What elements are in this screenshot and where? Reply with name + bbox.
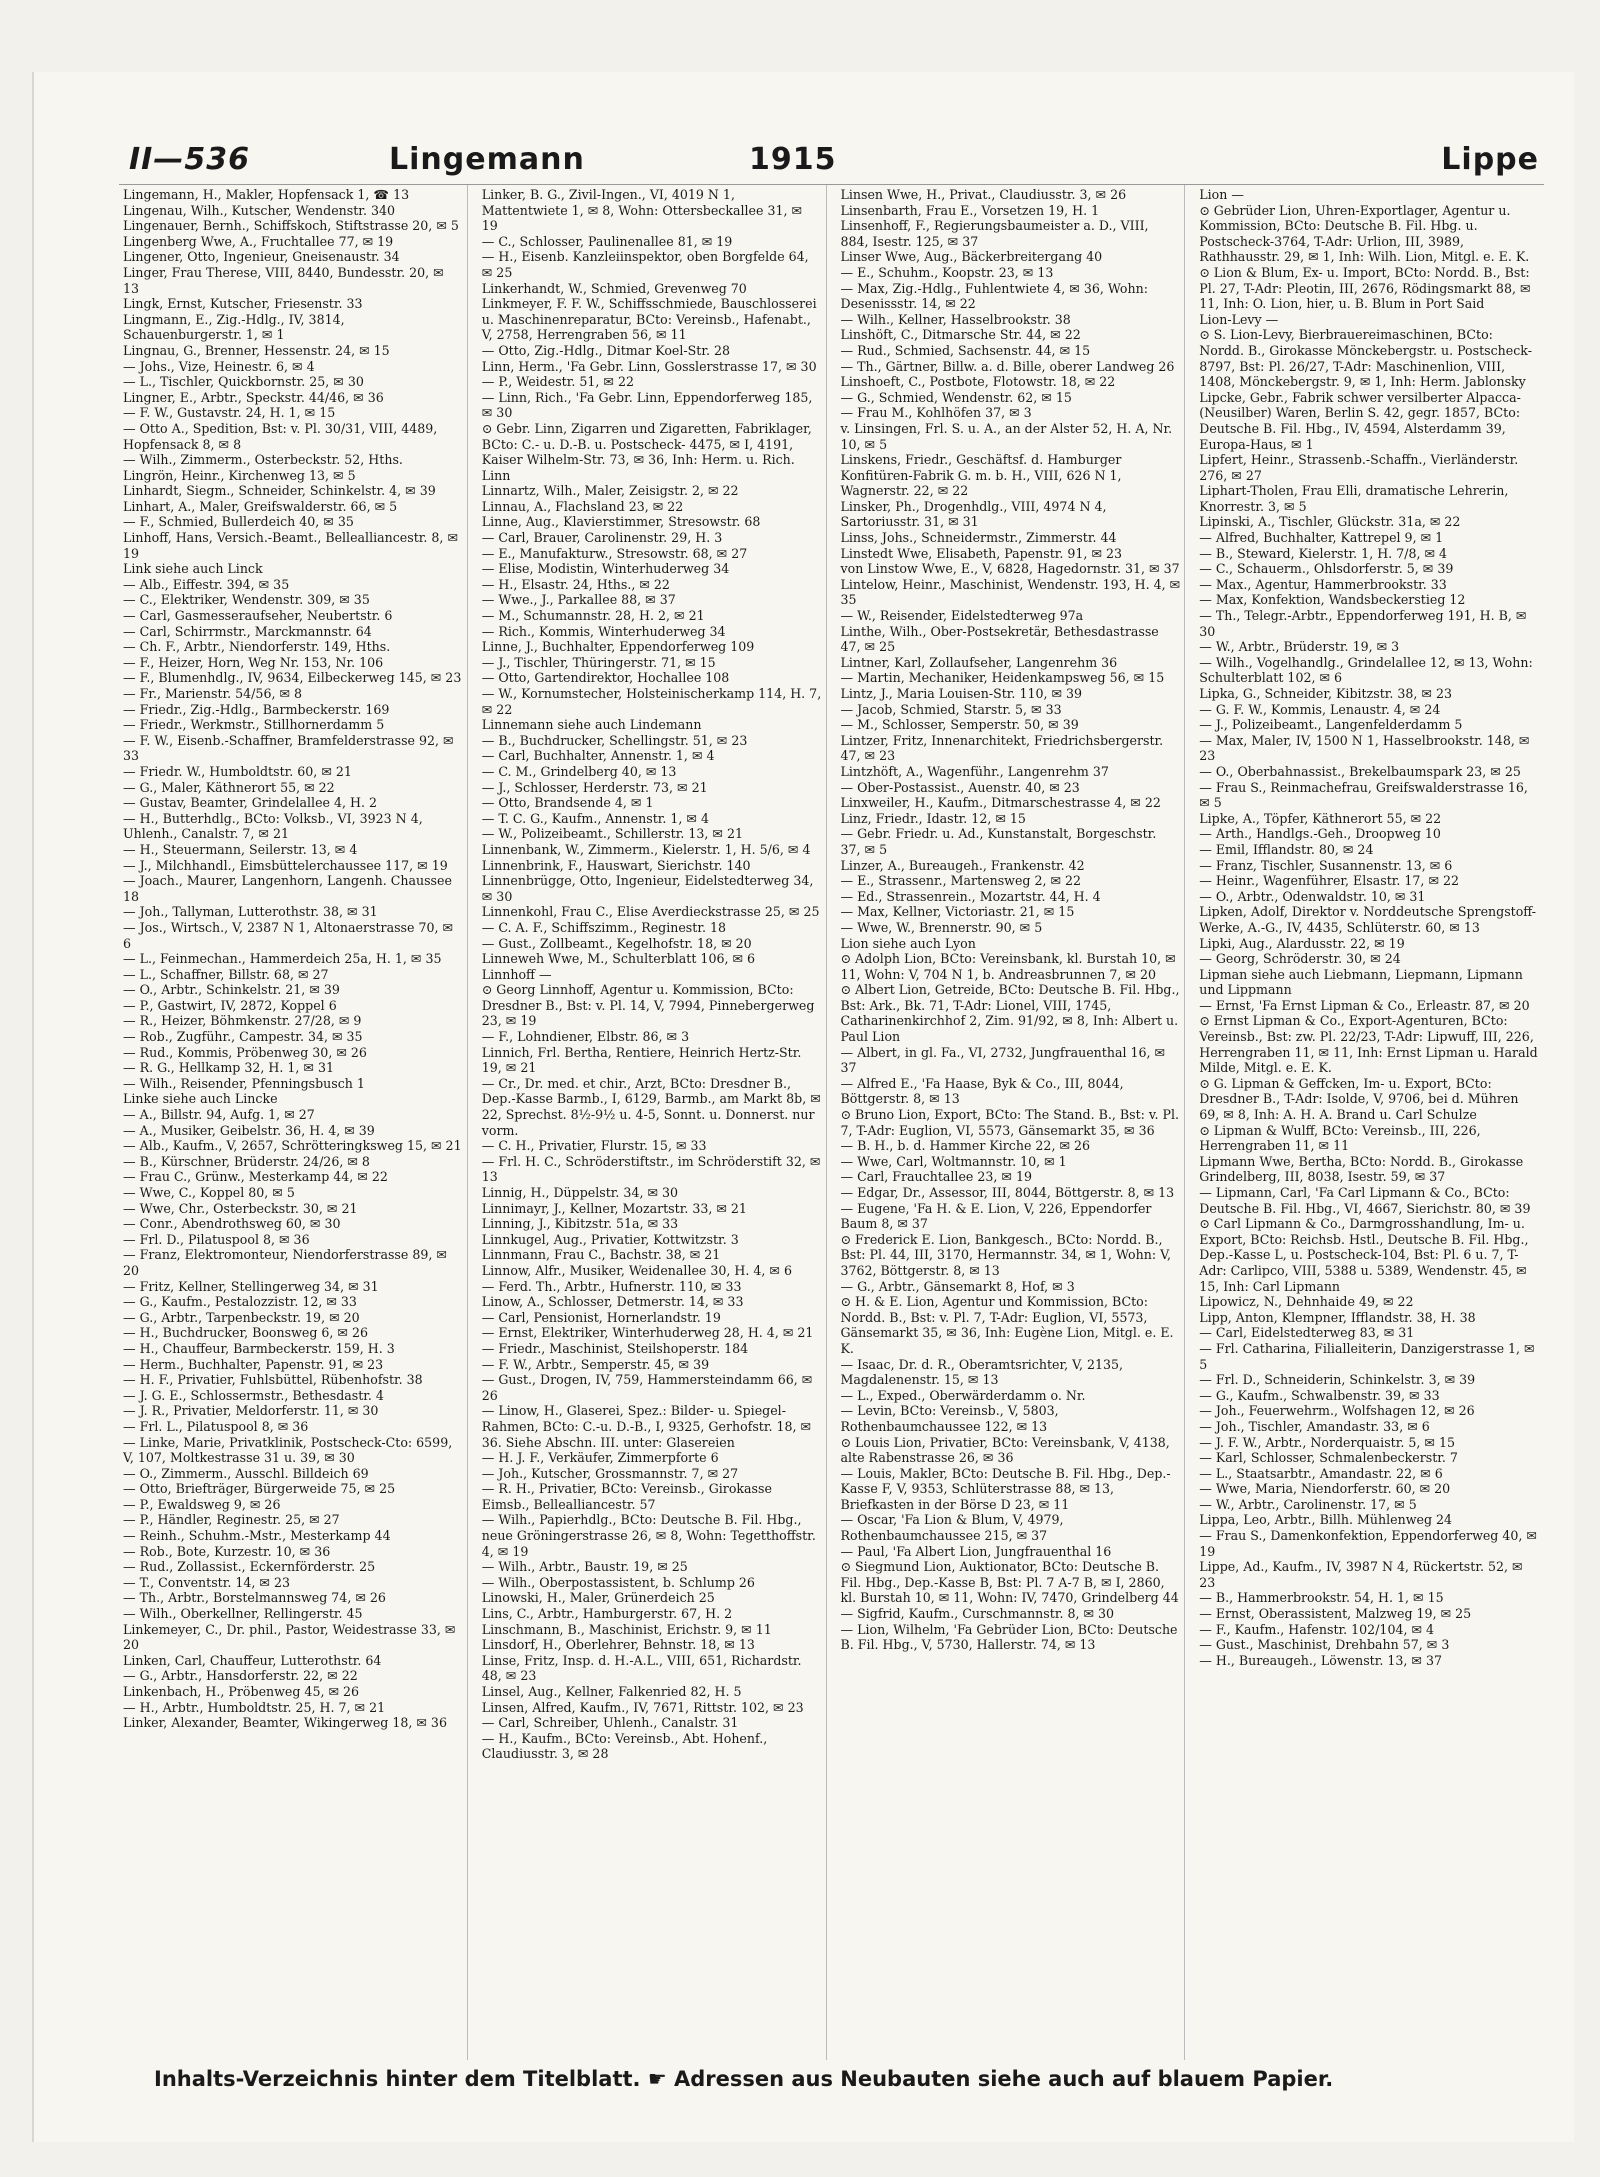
- directory-entry: — Max, Kellner, Victoriastr. 21, ✉ 15: [840, 904, 1075, 920]
- directory-entry: — Frau S., Reinmachefrau, Greifswalderstrasse 16, ✉ 5: [1199, 779, 1528, 811]
- directory-entry: ⊙ Bruno Lion, Export, BCto: The Stand. B., Bst: v. Pl. 7, T-Adr: Euglion, VI, 5573, Gänsemarkt 35, ✉ 36: [840, 1107, 1180, 1138]
- directory-entry: — Ed., Strassenrein., Mozartstr. 44, H. 4: [840, 888, 1101, 904]
- directory-entry: Linz, Friedr., Idastr. 12, ✉ 15: [840, 810, 1026, 826]
- directory-entry: — Friedr., Werkmstr., Stillhornerdamm 5: [123, 717, 385, 733]
- directory-entry: — Oscar, 'Fa Lion & Blum, V, 4979, Rothenbaumchaussee 215, ✉ 37: [840, 1512, 1064, 1544]
- directory-entry: — J., Tischler, Thüringerstr. 71, ✉ 15: [481, 654, 716, 670]
- directory-entry: — Wilh., Oberpostassistent, b. Schlump 26: [481, 1574, 755, 1590]
- directory-entry: Lipp, Anton, Klempner, Ifflandstr. 38, H. 38: [1199, 1309, 1476, 1325]
- directory-entry: Lipman siehe auch Liebmann, Liepmann, Lipmann und Lippmann: [1199, 966, 1523, 998]
- directory-entry: — Lion, Wilhelm, 'Fa Gebrüder Lion, BCto: Deutsche B. Fil. Hbg., V, 5730, Hallerstr. 74, ✉ 13: [840, 1621, 1178, 1653]
- directory-entry: Linnmann, Frau C., Bachstr. 38, ✉ 21: [481, 1247, 721, 1263]
- directory-entry: — Carl, Gasmesseraufseher, Neubertstr. 6: [123, 608, 393, 624]
- directory-entry: — Heinr., Wagenführer, Elsastr. 17, ✉ 22: [1199, 873, 1460, 889]
- directory-entry: ⊙ Lipman & Wulff, BCto: Vereinsb., III, 226, Herrengraben 11, ✉ 11: [1199, 1122, 1481, 1154]
- directory-entry: — F., Lohndiener, Elbstr. 86, ✉ 3: [481, 1029, 690, 1045]
- directory-entry: Linsel, Aug., Kellner, Falkenried 82, H. 5: [481, 1684, 742, 1699]
- directory-entry: — Georg, Schröderstr. 30, ✉ 24: [1199, 951, 1401, 967]
- directory-entry: Lingrön, Heinr., Kirchenweg 13, ✉ 5: [123, 467, 356, 483]
- column-2: [478, 185, 827, 2060]
- directory-entry: Lins, C., Arbtr., Hamburgerstr. 67, H. 2: [481, 1606, 733, 1622]
- directory-entry: — Emil, Ifflandstr. 80, ✉ 24: [1199, 841, 1374, 857]
- directory-entry: Lipinski, A., Tischler, Glückstr. 31a, ✉ 22: [1199, 514, 1461, 530]
- directory-page: [32, 72, 1574, 2142]
- directory-entry: Linne, J., Buchhalter, Eppendorferweg 109: [481, 639, 755, 655]
- column-1: [119, 185, 468, 2060]
- directory-entry: — H., Bureaugeh., Löwenstr. 13, ✉ 37: [1199, 1652, 1442, 1668]
- directory-entry: Lippe, Ad., Kaufm., IV, 3987 N 4, Rückertstr. 52, ✉ 23: [1199, 1559, 1523, 1590]
- directory-entry: Lipowicz, N., Dehnhaide 49, ✉ 22: [1199, 1294, 1414, 1310]
- directory-entry: Lingenauer, Bernh., Schiffskoch, Stiftstrasse 20, ✉ 5: [123, 218, 459, 234]
- directory-entry: Linnich, Frl. Bertha, Rentiere, Heinrich Hertz-Str. 19, ✉ 21: [481, 1044, 802, 1076]
- directory-entry: — H., Chauffeur, Barmbeckerstr. 159, H. 3: [123, 1340, 395, 1356]
- directory-entry: — Isaac, Dr. d. R., Oberamtsrichter, V, 2135, Magdalenenstr. 15, ✉ 13: [840, 1356, 1124, 1388]
- directory-entry: — Wilh., Vogelhandlg., Grindelallee 12, ✉ 13, Wohn: Schulterblatt 102, ✉ 6: [1199, 654, 1533, 686]
- directory-entry: — W., Kornumstecher, Holsteinischerkamp 114, H. 7, ✉ 22: [481, 686, 822, 717]
- directory-entry: — Edgar, Dr., Assessor, III, 8044, Böttgerstr. 8, ✉ 13: [840, 1185, 1175, 1200]
- directory-entry: Linnkugel, Aug., Privatier, Kottwitzstr. 3: [481, 1231, 739, 1247]
- directory-entry: — Joach., Maurer, Langenhorn, Langenh. Chaussee 18: [123, 873, 452, 904]
- directory-entry: — B., Kürschner, Brüderstr. 24/26, ✉ 8: [123, 1153, 370, 1169]
- directory-entry: — C., Schauerm., Ohlsdorferstr. 5, ✉ 39: [1199, 561, 1454, 577]
- directory-entry: — F., Blumenhdlg., IV, 9634, Eilbeckerweg 145, ✉ 23: [123, 670, 462, 686]
- directory-entry: — T. C. G., Kaufm., Annenstr. 1, ✉ 4: [481, 810, 709, 826]
- directory-entry: — Linn, Rich., 'Fa Gebr. Linn, Eppendorferweg 185, ✉ 30: [481, 389, 813, 421]
- directory-entry: — Jacob, Schmied, Starstr. 5, ✉ 33: [840, 701, 1062, 717]
- directory-entry: — C., Schlosser, Paulinenallee 81, ✉ 19: [481, 233, 733, 249]
- directory-entry: Linow, A., Schlosser, Detmerstr. 14, ✉ 33: [481, 1294, 744, 1310]
- directory-entry: — Reinh., Schuhm.-Mstr., Mesterkamp 44: [123, 1528, 391, 1544]
- directory-entry: Linkmeyer, F. F. W., Schiffsschmiede, Bauschlosserei u. Maschinenreparatur, BCto: Vereinsb., Hafenabt., V, 2758, Herrengraben 56, ✉ 11: [481, 296, 817, 343]
- directory-entry: Linke siehe auch Lincke: [123, 1091, 278, 1107]
- directory-entry: Lintz, J., Maria Louisen-Str. 110, ✉ 39: [840, 686, 1083, 701]
- directory-entry: — A., Musiker, Geibelstr. 36, H. 4, ✉ 39: [123, 1122, 375, 1138]
- directory-entry: Lion siehe auch Lyon: [840, 935, 976, 951]
- directory-entry: — P., Ewaldsweg 9, ✉ 26: [123, 1496, 281, 1512]
- directory-entry: — T., Conventstr. 14, ✉ 23: [123, 1574, 291, 1590]
- directory-entry: — Frl. H. C., Schröderstiftstr., im Schröderstift 32, ✉ 13: [481, 1153, 821, 1185]
- directory-entry: Linser Wwe, Aug., Bäckerbreitergang 40: [840, 249, 1103, 265]
- directory-entry: Lintner, Karl, Zollaufseher, Langenrehm 36: [840, 654, 1118, 670]
- directory-entry: — Lipmann, Carl, 'Fa Carl Lipmann & Co., BCto: Deutsche B. Fil. Hbg., VI, 4667, Sierichstr. 80, ✉ 39: [1199, 1185, 1531, 1216]
- directory-entry: Lipki, Aug., Alardusstr. 22, ✉ 19: [1199, 935, 1405, 951]
- directory-entry: Lingemann, H., Makler, Hopfensack 1, ☎ 13: [123, 187, 410, 202]
- directory-entry: — H., Butterhdlg., BCto: Volksb., VI, 3923 N 4, Uhlenh., Canalstr. 7, ✉ 21: [123, 810, 423, 842]
- directory-entry: Linzer, A., Bureaugeh., Frankenstr. 42: [840, 857, 1085, 873]
- directory-entry: Linnenbrügge, Otto, Ingenieur, Eidelstedterweg 34, ✉ 30: [481, 873, 814, 904]
- directory-entry: ⊙ H. & E. Lion, Agentur und Kommission, BCto: Nordd. B., Bst: v. Pl. 7, T-Adr: Euglion, VI, 5573, Gänsemarkt 35, ✉ 36, Inh: Eugène Lion, Mitgl. e. E. K.: [840, 1294, 1174, 1356]
- directory-entry: — Carl, Brauer, Carolinenstr. 29, H. 3: [481, 530, 723, 546]
- directory-entry: Lingener, Otto, Ingenieur, Gneisenaustr. 34: [123, 249, 400, 265]
- directory-entry: Linskens, Friedr., Geschäftsf. d. Hamburger Konfitüren-Fabrik G. m. b. H., VIII, 626 N 1, Wagnerstr. 22, ✉ 22: [840, 452, 1122, 499]
- directory-entry: ⊙ Louis Lion, Privatier, BCto: Vereinsbank, V, 4138, alte Rabenstrasse 26, ✉ 36: [840, 1434, 1170, 1466]
- directory-entry: — Elise, Modistin, Winterhuderweg 34: [481, 561, 730, 577]
- directory-entry: — Frl. L., Pilatuspool 8, ✉ 36: [123, 1418, 309, 1434]
- directory-entry: — H., Arbtr., Humboldtstr. 25, H. 7, ✉ 21: [123, 1699, 386, 1715]
- directory-entry: — Gebr. Friedr. u. Ad., Kunstanstalt, Borgeschstr. 37, ✉ 5: [840, 826, 1157, 857]
- directory-entry: Linnig, H., Düppelstr. 34, ✉ 30: [481, 1185, 679, 1200]
- directory-entry: Lion —: [1199, 187, 1244, 202]
- directory-entry: — Levin, BCto: Vereinsb., V, 5803, Rothenbaumchaussee 122, ✉ 13: [840, 1403, 1059, 1434]
- directory-entry: — Fr., Marienstr. 54/56, ✉ 8: [123, 686, 303, 701]
- directory-entry: — Frl. Catharina, Filialleiterin, Danzigerstrasse 1, ✉ 5: [1199, 1340, 1535, 1372]
- directory-entry: — J., Polizeibeamt., Langenfelderdamm 5: [1199, 717, 1463, 733]
- directory-entry: — Rud., Kommis, Pröbenweg 30, ✉ 26: [123, 1044, 367, 1060]
- directory-entry: Lipka, G., Schneider, Kibitzstr. 38, ✉ 23: [1199, 686, 1453, 701]
- directory-entry: — J. R., Privatier, Meldorferstr. 11, ✉ 30: [123, 1403, 379, 1419]
- directory-entry: — Ernst, Elektriker, Winterhuderweg 28, H. 4, ✉ 21: [481, 1325, 814, 1341]
- directory-entry: — J., Schlosser, Herderstr. 73, ✉ 21: [481, 779, 708, 795]
- directory-entry: — Joh., Feuerwehrm., Wolfshagen 12, ✉ 26: [1199, 1403, 1475, 1419]
- directory-entry: — Wilh., Kellner, Hasselbrookstr. 38: [840, 311, 1071, 327]
- directory-entry: Linnow, Alfr., Musiker, Weidenallee 30, H. 4, ✉ 6: [481, 1262, 792, 1278]
- directory-entry: Lipfert, Heinr., Strassenb.-Schaffn., Vierländerstr. 276, ✉ 27: [1199, 452, 1519, 483]
- directory-entry: ⊙ Ernst Lipman & Co., Export-Agenturen, BCto: Vereinsb., Bst: zw. Pl. 22/23, T-Adr: Lipwuff, III, 226, Herrengraben 11, ✉ 11, Inh: Ernst Lipman u. Harald Milde, Mitgl. e. E. K.: [1199, 1013, 1538, 1076]
- directory-entry: Lipken, Adolf, Direktor v. Norddeutsche Sprengstoff-Werke, A.-G., IV, 4435, Schlüterstr. 60, ✉ 13: [1199, 904, 1537, 935]
- directory-entry: — L., Exped., Oberwärderdamm o. Nr.: [840, 1387, 1086, 1403]
- directory-entry: — Carl, Buchhalter, Annenstr. 1, ✉ 4: [481, 748, 715, 764]
- directory-entry: Linken, Carl, Chauffeur, Lutterothstr. 64: [123, 1652, 382, 1668]
- directory-entry: — Ernst, Oberassistent, Malzweg 19, ✉ 25: [1199, 1606, 1472, 1622]
- directory-entry: Lipmann Wwe, Bertha, BCto: Nordd. B., Girokasse Grindelberg, III, 8038, Isestr. 59, ✉ 37: [1199, 1153, 1524, 1185]
- directory-entry: — H., Eisenb. Kanzleiinspektor, oben Borgfelde 64, ✉ 25: [481, 249, 809, 280]
- directory-entry: — B., Steward, Kielerstr. 1, H. 7/8, ✉ 4: [1199, 545, 1448, 561]
- directory-entry: Linthe, Wilh., Ober-Postsekretär, Bethesdastrasse 47, ✉ 25: [840, 623, 1159, 655]
- directory-entry: — C. A. F., Schiffszimm., Reginestr. 18: [481, 919, 726, 935]
- directory-entry: Linsenbarth, Frau E., Vorsetzen 19, H. 1: [840, 202, 1100, 218]
- directory-entry: Linhart, A., Maler, Greifswalderstr. 66, ✉ 5: [123, 498, 398, 514]
- directory-entry: — P., Gastwirt, IV, 2872, Koppel 6: [123, 997, 337, 1013]
- directory-entry: Lingnau, G., Brenner, Hessenstr. 24, ✉ 15: [123, 342, 390, 358]
- directory-entry: — A., Billstr. 94, Aufg. 1, ✉ 27: [123, 1107, 315, 1123]
- directory-entry: — Joh., Kutscher, Grossmannstr. 7, ✉ 27: [481, 1465, 739, 1481]
- directory-entry: — Herm., Buchhalter, Papenstr. 91, ✉ 23: [123, 1356, 384, 1372]
- directory-entry: Lintzer, Fritz, Innenarchitekt, Friedrichsbergerstr. 47, ✉ 23: [840, 732, 1164, 764]
- directory-entry: — Alb., Kaufm., V, 2657, Schrötteringksweg 15, ✉ 21: [123, 1138, 462, 1154]
- column-4: [1195, 185, 1544, 2060]
- directory-entry: — Frl. D., Pilatuspool 8, ✉ 36: [123, 1231, 310, 1247]
- directory-entry: — Joh., Tallyman, Lutterothstr. 38, ✉ 31: [123, 904, 378, 920]
- directory-entry: — Ferd. Th., Arbtr., Hufnerstr. 110, ✉ 33: [481, 1278, 742, 1294]
- directory-entry: — Conr., Abendrothsweg 60, ✉ 30: [123, 1216, 341, 1232]
- directory-entry: — Gustav, Beamter, Grindelallee 4, H. 2: [123, 795, 377, 811]
- directory-entry: — F., Schmied, Bullerdeich 40, ✉ 35: [123, 514, 354, 530]
- directory-entry: Lion-Levy —: [1199, 311, 1279, 327]
- directory-entry: Linsker, Ph., Drogenhdlg., VIII, 4974 N 4, Sartoriusstr. 31, ✉ 31: [840, 498, 1107, 530]
- directory-entry: — B., Hammerbrookstr. 54, H. 1, ✉ 15: [1199, 1590, 1444, 1606]
- directory-entry: — M., Schlosser, Semperstr. 50, ✉ 39: [840, 717, 1079, 733]
- directory-entry: — J. F. W., Arbtr., Norderquaistr. 5, ✉ 15: [1199, 1434, 1455, 1450]
- directory-entry: — F. W., Eisenb.-Schaffner, Bramfelderstrasse 92, ✉ 33: [123, 732, 454, 764]
- directory-entry: — W., Arbtr., Brüderstr. 19, ✉ 3: [1199, 639, 1400, 655]
- directory-entry: — Wwe, C., Koppel 80, ✉ 5: [123, 1185, 295, 1200]
- directory-entry: — P., Händler, Reginestr. 25, ✉ 27: [123, 1512, 340, 1528]
- directory-entry: — Frau M., Kohlhöfen 37, ✉ 3: [840, 405, 1032, 421]
- directory-entry: Linxweiler, H., Kaufm., Ditmarschestrasse 4, ✉ 22: [840, 795, 1161, 811]
- directory-entry: Linhardt, Siegm., Schneider, Schinkelstr. 4, ✉ 39: [123, 483, 436, 499]
- directory-entry: — Ober-Postassist., Auenstr. 40, ✉ 23: [840, 779, 1080, 795]
- directory-entry: — E., Schuhm., Koopstr. 23, ✉ 13: [840, 264, 1054, 280]
- directory-entry: — F. W., Arbtr., Semperstr. 45, ✉ 39: [481, 1356, 710, 1372]
- directory-entry: — Wilh., Zimmerm., Osterbeckstr. 52, Hths.: [123, 452, 403, 468]
- directory-entry: — Linke, Marie, Privatklinik, Postscheck-Cto: 6599, V, 107, Moltkestrasse 31 u. 39, ✉ 30: [123, 1434, 453, 1466]
- page-number: II—536: [129, 142, 250, 177]
- directory-entry: ⊙ Lion & Blum, Ex- u. Import, BCto: Nordd. B., Bst: Pl. 27, T-Adr: Pleotin, III, 2676, Rödingsmarkt 88, ✉ 11, Inh: O. Lion, hier, u. B. Blum in Port Said: [1199, 264, 1531, 312]
- directory-entry: Linsen, Alfred, Kaufm., IV, 7671, Rittstr. 102, ✉ 23: [481, 1699, 804, 1715]
- directory-entry: — R. H., Privatier, BCto: Vereinsb., Girokasse Eimsb., Bellealliancestr. 57: [481, 1481, 772, 1512]
- directory-entry: — Ernst, 'Fa Ernst Lipman & Co., Erleastr. 87, ✉ 20: [1199, 997, 1530, 1013]
- directory-entry: — W., Polizeibeamt., Schillerstr. 13, ✉ 21: [481, 826, 743, 842]
- directory-entry: — Franz, Tischler, Susannenstr. 13, ✉ 6: [1199, 857, 1453, 873]
- directory-entry: — Eugene, 'Fa H. & E. Lion, V, 226, Eppendorfer Baum 8, ✉ 37: [840, 1200, 1152, 1232]
- directory-entry: — F. W., Gustavstr. 24, H. 1, ✉ 15: [123, 405, 336, 421]
- directory-entry: — R. G., Hellkamp 32, H. 1, ✉ 31: [123, 1060, 334, 1076]
- directory-entry: — Wwe, Carl, Woltmannstr. 10, ✉ 1: [840, 1153, 1067, 1169]
- directory-entry: — O., Arbtr., Schinkelstr. 21, ✉ 39: [123, 982, 340, 998]
- directory-entry: — Otto, Briefträger, Bürgerweide 75, ✉ 25: [123, 1481, 396, 1497]
- directory-entry: Linnenbrink, F., Hauswart, Sierichstr. 140: [481, 857, 751, 873]
- directory-entry: — Frl. D., Schneiderin, Schinkelstr. 3, ✉ 39: [1199, 1372, 1476, 1388]
- directory-entry: — G., Kaufm., Schwalbenstr. 39, ✉ 33: [1199, 1387, 1440, 1403]
- directory-entry: ⊙ G. Lipman & Geffcken, Im- u. Export, BCto: Dresdner B., T-Adr: Isolde, V, 9706, bei d. Mühren 69, ✉ 8, Inh: A. H. A. Brand u. Carl Schulze: [1199, 1075, 1519, 1123]
- directory-entry: — Joh., Tischler, Amandastr. 33, ✉ 6: [1199, 1418, 1430, 1434]
- directory-entry: ⊙ Gebrüder Lion, Uhren-Exportlager, Agentur u. Kommission, BCto: Deutsche B. Fil. Hbg. u. Postscheck-3764, T-Adr: Urlion, III, 3989, Rathhausstr. 29, ✉ 1, Inh: Wilh. Lion, Mitgl. e. E. K.: [1199, 202, 1530, 265]
- directory-entry: — Ch. F., Arbtr., Niendorferstr. 149, Hths.: [123, 639, 391, 655]
- directory-entry: Linnhoff —: [481, 966, 552, 982]
- directory-entry: — G., Schmied, Wendenstr. 62, ✉ 15: [840, 389, 1072, 405]
- directory-entry: Linnenkohl, Frau C., Elise Averdieckstrasse 25, ✉ 25: [481, 904, 820, 920]
- directory-entry: — Wwe, Chr., Osterbeckstr. 30, ✉ 21: [123, 1200, 358, 1216]
- directory-entry: Linkemeyer, C., Dr. phil., Pastor, Weidestrasse 33, ✉ 20: [123, 1621, 456, 1653]
- directory-entry: ⊙ S. Lion-Levy, Bierbrauereimaschinen, BCto: Nordd. B., Girokasse Mönckebergstr. u. Postscheck- 8797, Bst: Pl. 26/27, T-Adr: Maschinenlion, VIII, 1408, Mönckebergstr. 9, ✉ 1, Inh: Herm. Jablonsky: [1199, 327, 1532, 390]
- directory-entry: — G., Kaufm., Pestalozzistr. 12, ✉ 33: [123, 1294, 357, 1310]
- directory-entry: — G., Arbtr., Hansdorferstr. 22, ✉ 22: [123, 1668, 358, 1684]
- directory-entry: Link siehe auch Linck: [123, 561, 263, 577]
- page-footer: Inhalts-Verzeichnis hinter dem Titelblatt. ☛ Adressen aus Neubauten siehe auch auf blauem Papier.: [154, 2067, 1334, 2091]
- directory-entry: Liphart-Tholen, Frau Elli, dramatische Lehrerin, Knorrestr. 3, ✉ 5: [1199, 483, 1509, 514]
- column-3: [837, 185, 1186, 2060]
- directory-entry: Linnenbank, W., Zimmerm., Kielerstr. 1, H. 5/6, ✉ 4: [481, 841, 811, 857]
- directory-entry: — Karl, Schlosser, Schmalenbeckerstr. 7: [1199, 1450, 1458, 1466]
- directory-entry: Linsdorf, H., Oberlehrer, Behnstr. 18, ✉ 13: [481, 1637, 755, 1653]
- directory-entry: ⊙ Albert Lion, Getreide, BCto: Deutsche B. Fil. Hbg., Bst: Ark., Bk. 71, T-Adr: Lionel, VIII, 1745, Catharinenkirchhof 2, Zim. 91/92, ✉ 8, Inh: Albert u. Paul Lion: [840, 982, 1180, 1045]
- directory-entry: Lingenau, Wilh., Kutscher, Wendenstr. 340: [123, 202, 395, 218]
- directory-entry: Linne, Aug., Klavierstimmer, Stresowstr. 68: [481, 514, 761, 530]
- directory-entry: — Gust., Drogen, IV, 759, Hammersteindamm 66, ✉ 26: [481, 1372, 813, 1403]
- directory-entry: — Otto, Zig.-Hdlg., Ditmar Koel-Str. 28: [481, 342, 731, 358]
- directory-entry: Linning, J., Kibitzstr. 51a, ✉ 33: [481, 1216, 679, 1232]
- directory-entry: — H. F., Privatier, Fuhlsbüttel, Rübenhofstr. 38: [123, 1372, 423, 1388]
- directory-entry: — Carl, Pensionist, Hornerlandstr. 19: [481, 1309, 721, 1325]
- directory-entry: — W., Arbtr., Carolinenstr. 17, ✉ 5: [1199, 1496, 1417, 1512]
- directory-entry: — Frau C., Grünw., Mesterkamp 44, ✉ 22: [123, 1169, 388, 1185]
- directory-entry: — Friedr. W., Humboldtstr. 60, ✉ 21: [123, 763, 352, 779]
- directory-entry: — Arth., Handlgs.-Geh., Droopweg 10: [1199, 826, 1441, 842]
- directory-entry: — Louis, Makler, BCto: Deutsche B. Fil. Hbg., Dep.-Kasse F, V, 9353, Schlüterstrasse 88, ✉ 13, Briefkasten in der Börse D 23, ✉ 11: [840, 1465, 1171, 1512]
- directory-entry: — Rob., Bote, Kurzestr. 10, ✉ 36: [123, 1543, 331, 1559]
- directory-entry: — Carl, Eidelstedterweg 83, ✉ 31: [1199, 1325, 1415, 1341]
- directory-entry: — Th., Arbtr., Borstelmannsweg 74, ✉ 26: [123, 1590, 386, 1606]
- directory-entry: Linkerhandt, W., Schmied, Grevenweg 70: [481, 280, 747, 296]
- directory-entry: — H., Kaufm., BCto: Vereinsb., Abt. Hohenf., Claudiusstr. 3, ✉ 28: [481, 1730, 768, 1762]
- header-first-name: Lingemann: [389, 142, 585, 177]
- directory-entry: ⊙ Adolph Lion, BCto: Vereinsbank, kl. Burstah 10, ✉ 11, Wohn: V, 704 N 1, b. Andreasbrunnen 7, ✉ 20: [840, 951, 1176, 982]
- directory-entry: — Max, Konfektion, Wandsbeckerstieg 12: [1199, 592, 1466, 608]
- directory-entry: — Gust., Maschinist, Drehbahn 57, ✉ 3: [1199, 1637, 1450, 1653]
- directory-entry: Linkenbach, H., Pröbenweg 45, ✉ 26: [123, 1684, 360, 1699]
- directory-entry: — F., Heizer, Horn, Weg Nr. 153, Nr. 106: [123, 654, 384, 670]
- directory-entry: Linshöft, C., Ditmarsche Str. 44, ✉ 22: [840, 327, 1081, 343]
- directory-entry: — E., Strassenr., Martensweg 2, ✉ 22: [840, 873, 1082, 889]
- directory-entry: — Otto, Brandsende 4, ✉ 1: [481, 795, 654, 811]
- directory-entry: Linshoeft, C., Postbote, Flotowstr. 18, ✉ 22: [840, 374, 1116, 390]
- directory-entry: — Max, Maler, IV, 1500 N 1, Hasselbrookstr. 148, ✉ 23: [1199, 732, 1530, 764]
- directory-entry: — E., Manufakturw., Stresowstr. 68, ✉ 27: [481, 545, 748, 561]
- directory-entry: — Wwe, W., Brennerstr. 90, ✉ 5: [840, 919, 1043, 935]
- directory-entry: — Th., Gärtner, Billw. a. d. Bille, oberer Landweg 26: [840, 358, 1175, 374]
- directory-entry: Linnartz, Wilh., Maler, Zeisigstr. 2, ✉ 22: [481, 483, 739, 499]
- directory-entry: — G., Maler, Käthnerort 55, ✉ 22: [123, 779, 335, 795]
- directory-entry: — Paul, 'Fa Albert Lion, Jungfrauenthal 16: [840, 1543, 1112, 1559]
- directory-entry: Linker, B. G., Zivil-Ingen., VI, 4019 N 1, Mattentwiete 1, ✉ 8, Wohn: Ottersbeckallee 31, ✉ 19: [481, 187, 803, 234]
- directory-entry: Lingk, Ernst, Kutscher, Friesenstr. 33: [123, 296, 363, 312]
- directory-entry: — Friedr., Zig.-Hdlg., Barmbeckerstr. 169: [123, 701, 390, 717]
- directory-entry: — R., Heizer, Böhmkenstr. 27/28, ✉ 9: [123, 1013, 362, 1029]
- directory-entry: — B., Buchdrucker, Schellingstr. 51, ✉ 23: [481, 732, 748, 748]
- directory-columns: [119, 184, 1544, 2060]
- directory-entry: Linneweh Wwe, M., Schulterblatt 106, ✉ 6: [481, 951, 756, 967]
- directory-entry: Lippa, Leo, Arbtr., Billh. Mühlenweg 24: [1199, 1512, 1453, 1528]
- directory-entry: — M., Schumannstr. 28, H. 2, ✉ 21: [481, 608, 705, 624]
- directory-entry: — Rud., Zollassist., Eckernförderstr. 25: [123, 1559, 376, 1575]
- directory-entry: — Franz, Elektromonteur, Niendorferstrasse 89, ✉ 20: [123, 1247, 447, 1278]
- directory-entry: ⊙ Gebr. Linn, Zigarren und Zigaretten, Fabriklager, BCto: C.- u. D.-B. u. Postscheck- 4475, ✉ I, 4191, Kaiser Wilhelm-Str. 73, ✉ 36, Inh: Herm. u. Rich. Linn: [481, 420, 812, 483]
- directory-entry: — Sigfrid, Kaufm., Curschmannstr. 8, ✉ 30: [840, 1606, 1115, 1622]
- directory-entry: Lipcke, Gebr., Fabrik schwer versilberter Alpacca-(Neusilber) Waren, Berlin S. 42, gegr. 1857, BCto: Deutsche B. Fil. Hbg., IV, 4594, Alsterdamm 39, Europa-Haus, ✉ 1: [1199, 389, 1521, 452]
- directory-entry: — O., Arbtr., Odenwaldstr. 10, ✉ 31: [1199, 888, 1426, 904]
- directory-entry: — Rob., Zugführ., Campestr. 34, ✉ 35: [123, 1029, 363, 1045]
- directory-entry: — J., Milchhandl., Eimsbüttelerchaussee 117, ✉ 19: [123, 857, 448, 873]
- directory-entry: — P., Weidestr. 51, ✉ 22: [481, 374, 634, 390]
- directory-entry: Lipke, A., Töpfer, Käthnerort 55, ✉ 22: [1199, 810, 1442, 826]
- directory-entry: Linger, Frau Therese, VIII, 8440, Bundesstr. 20, ✉ 13: [123, 264, 444, 296]
- directory-entry: Linhoff, Hans, Versich.-Beamt., Bellealliancestr. 8, ✉ 19: [123, 530, 458, 561]
- directory-entry: — Alfred E., 'Fa Haase, Byk & Co., III, 8044, Böttgerstr. 8, ✉ 13: [840, 1075, 1124, 1107]
- directory-entry: — Gust., Zollbeamt., Kegelhofstr. 18, ✉ 20: [481, 935, 752, 951]
- directory-entry: — B. H., b. d. Hammer Kirche 22, ✉ 26: [840, 1138, 1091, 1154]
- directory-entry: — F., Kaufm., Hafenstr. 102/104, ✉ 4: [1199, 1621, 1435, 1637]
- directory-entry: — G., Arbtr., Gänsemarkt 8, Hof, ✉ 3: [840, 1278, 1075, 1294]
- directory-entry: — C. M., Grindelberg 40, ✉ 13: [481, 763, 677, 779]
- directory-entry: — H. J. F., Verkäufer, Zimmerpforte 6: [481, 1450, 719, 1466]
- directory-entry: — W., Reisender, Eidelstedterweg 97a: [840, 608, 1084, 624]
- directory-entry: — Carl, Frauchtallee 23, ✉ 19: [840, 1169, 1032, 1185]
- directory-entry: — C., Elektriker, Wendenstr. 309, ✉ 35: [123, 592, 370, 608]
- directory-entry: v. Linsingen, Frl. S. u. A., an der Alster 52, H. A, Nr. 10, ✉ 5: [840, 420, 1173, 452]
- directory-entry: Lintzhöft, A., Wagenführ., Langenrehm 37: [840, 763, 1109, 779]
- directory-entry: — Linow, H., Glaserei, Spez.: Bilder- u. Spiegel-Rahmen, BCto: C.-u. D.-B., I, 9325, Gerhofstr. 18, ✉ 36. Siehe Abschn. III. unter: Glasereien: [481, 1403, 812, 1450]
- directory-entry: Lintelow, Heinr., Maschinist, Wendenstr. 193, H. 4, ✉ 35: [840, 576, 1181, 608]
- directory-entry: Linker, Alexander, Beamter, Wikingerweg 18, ✉ 36: [123, 1715, 447, 1731]
- directory-entry: Linnau, A., Flachsland 23, ✉ 22: [481, 498, 684, 514]
- directory-entry: Linsenhoff, F., Regierungsbaumeister a. D., VIII, 884, Isestr. 125, ✉ 37: [840, 218, 1149, 249]
- directory-entry: Linstedt Wwe, Elisabeth, Papenstr. 91, ✉ 23: [840, 545, 1123, 561]
- directory-entry: — J. G. E., Schlossermstr., Bethesdastr. 4: [123, 1387, 384, 1403]
- directory-entry: — H., Steuermann, Seilerstr. 13, ✉ 4: [123, 841, 358, 857]
- directory-entry: — Carl, Schirrmstr., Marckmannstr. 64: [123, 623, 372, 639]
- directory-entry: Linnimayr, J., Kellner, Mozartstr. 33, ✉ 21: [481, 1200, 747, 1216]
- directory-entry: — Fritz, Kellner, Stellingerweg 34, ✉ 31: [123, 1278, 379, 1294]
- directory-entry: — Wwe., J., Parkallee 88, ✉ 37: [481, 592, 676, 608]
- header-year: 1915: [749, 142, 837, 177]
- directory-entry: — Th., Telegr.-Arbtr., Eppendorferweg 191, H. B, ✉ 30: [1199, 608, 1527, 639]
- directory-entry: — Otto A., Spedition, Bst: v. Pl. 30/31, VIII, 4489, Hopfensack 8, ✉ 8: [123, 420, 438, 452]
- directory-entry: Linse, Fritz, Insp. d. H.-A.L., VIII, 651, Richardstr. 48, ✉ 23: [481, 1652, 802, 1684]
- directory-entry: — Friedr., Maschinist, Steilshoperstr. 184: [481, 1340, 749, 1356]
- directory-entry: — Martin, Mechaniker, Heidenkampsweg 56, ✉ 15: [840, 670, 1165, 686]
- directory-entry: Linschmann, B., Maschinist, Erichstr. 9, ✉ 11: [481, 1621, 772, 1637]
- directory-entry: — Rich., Kommis, Winterhuderweg 34: [481, 623, 726, 639]
- directory-entry: — H., Elsastr. 24, Hths., ✉ 22: [481, 576, 670, 592]
- directory-entry: — Johs., Vize, Heinestr. 6, ✉ 4: [123, 358, 315, 374]
- directory-entry: — Wilh., Papierhdlg., BCto: Deutsche B. Fil. Hbg., neue Gröningerstrasse 26, ✉ 8, Wohn: Tegetthoffstr. 4, ✉ 19: [481, 1512, 816, 1559]
- directory-entry: — L., Feinmechan., Hammerdeich 25a, H. 1, ✉ 35: [123, 951, 442, 967]
- directory-entry: — Wilh., Arbtr., Baustr. 19, ✉ 25: [481, 1559, 688, 1575]
- header-last-name: Lippe: [1441, 142, 1539, 177]
- directory-entry: — G. F. W., Kommis, Lenaustr. 4, ✉ 24: [1199, 701, 1441, 717]
- directory-entry: ⊙ Carl Lipmann & Co., Darmgrosshandlung, Im- u. Export, BCto: Reichsb. Hstl., Deutsche B. Fil. Hbg., Dep.-Kasse L, u. Postscheck-104, Bst: Pl. 6 u. 7, T-Adr: Carlipco, VIII, 5388 u. 5389, Wendenstr. 45, ✉ 15, Inh: Carl Lipmann: [1199, 1216, 1529, 1294]
- directory-entry: ⊙ Siegmund Lion, Auktionator, BCto: Deutsche B. Fil. Hbg., Dep.-Kasse B, Bst: Pl. 7 A-7 B, ✉ I, 2860, kl. Burstah 10, ✉ 11, Wohn: IV, 7470, Grindelberg 44: [840, 1559, 1179, 1606]
- directory-entry: Linsen Wwe, H., Privat., Claudiusstr. 3, ✉ 26: [840, 187, 1127, 202]
- directory-entry: — Jos., Wirtsch., V, 2387 N 1, Altonaerstrasse 70, ✉ 6: [123, 919, 454, 951]
- directory-entry: — Cr., Dr. med. et chir., Arzt, BCto: Dresdner B., Dep.-Kasse Barmb., I, 6129, Barmb., am Markt 8b, ✉ 22, Sprechst. 8½-9½ u. 4-5, Sonnt. u. Donnerst. nur vorm.: [481, 1075, 821, 1138]
- directory-entry: Linn, Herm., 'Fa Gebr. Linn, Gosslerstrasse 17, ✉ 30: [481, 358, 817, 374]
- directory-entry: — Otto, Gartendirektor, Hochallee 108: [481, 670, 730, 686]
- directory-entry: — Albert, in gl. Fa., VI, 2732, Jungfrauenthal 16, ✉ 37: [840, 1044, 1166, 1076]
- directory-entry: — Wilh., Reisender, Pfenningsbusch 1: [123, 1075, 365, 1091]
- directory-entry: — O., Oberbahnassist., Brekelbaumspark 23, ✉ 25: [1199, 763, 1521, 779]
- directory-entry: — Alb., Eiffestr. 394, ✉ 35: [123, 576, 290, 592]
- directory-entry: — C. H., Privatier, Flurstr. 15, ✉ 33: [481, 1138, 707, 1154]
- directory-entry: Lingner, E., Arbtr., Speckstr. 44/46, ✉ 36: [123, 389, 384, 405]
- directory-entry: — H., Buchdrucker, Boonsweg 6, ✉ 26: [123, 1325, 368, 1341]
- directory-entry: ⊙ Georg Linnhoff, Agentur u. Kommission, BCto: Dresdner B., Bst: v. Pl. 14, V, 7994, Pinnebergerweg 23, ✉ 19: [481, 982, 815, 1029]
- page-header: [129, 142, 1539, 182]
- directory-entry: — Frau S., Damenkonfektion, Eppendorferweg 40, ✉ 19: [1199, 1528, 1537, 1559]
- directory-entry: Lingmann, E., Zig.-Hdlg., IV, 3814, Schauenburgerstr. 1, ✉ 1: [123, 311, 345, 343]
- directory-entry: — Carl, Schreiber, Uhlenh., Canalstr. 31: [481, 1715, 739, 1731]
- directory-entry: Linnemann siehe auch Lindemann: [481, 717, 702, 733]
- directory-entry: — Rud., Schmied, Sachsenstr. 44, ✉ 15: [840, 342, 1091, 358]
- directory-entry: — Alfred, Buchhalter, Kattrepel 9, ✉ 1: [1199, 530, 1444, 546]
- directory-entry: Lingenberg Wwe, A., Fruchtallee 77, ✉ 19: [123, 233, 394, 249]
- directory-entry: — Wwe, Maria, Niendorferstr. 60, ✉ 20: [1199, 1481, 1451, 1497]
- directory-entry: — Wilh., Oberkellner, Rellingerstr. 45: [123, 1606, 363, 1622]
- directory-entry: — L., Schaffner, Billstr. 68, ✉ 27: [123, 966, 329, 982]
- directory-entry: — L., Staatsarbtr., Amandastr. 22, ✉ 6: [1199, 1465, 1443, 1481]
- directory-entry: — Max., Agentur, Hammerbrookstr. 33: [1199, 576, 1447, 592]
- directory-entry: — Max, Zig.-Hdlg., Fuhlentwiete 4, ✉ 36, Wohn: Desenissstr. 14, ✉ 22: [840, 280, 1148, 312]
- directory-entry: — G., Arbtr., Tarpenbeckstr. 19, ✉ 20: [123, 1309, 360, 1325]
- directory-entry: Linowski, H., Maler, Grünerdeich 25: [481, 1590, 715, 1606]
- directory-entry: — O., Zimmerm., Ausschl. Billdeich 69: [123, 1465, 369, 1481]
- directory-entry: — L., Tischler, Quickbornstr. 25, ✉ 30: [123, 374, 364, 390]
- directory-entry: Linss, Johs., Schneidermstr., Zimmerstr. 44: [840, 530, 1117, 546]
- directory-entry: ⊙ Frederick E. Lion, Bankgesch., BCto: Nordd. B., Bst: Pl. 44, III, 3170, Hermannstr. 34, ✉ 1, Wohn: V, 3762, Böttgerstr. 8, ✉ 13: [840, 1231, 1171, 1278]
- directory-entry: von Linstow Wwe, E., V, 6828, Hagedornstr. 31, ✉ 37: [840, 561, 1180, 577]
